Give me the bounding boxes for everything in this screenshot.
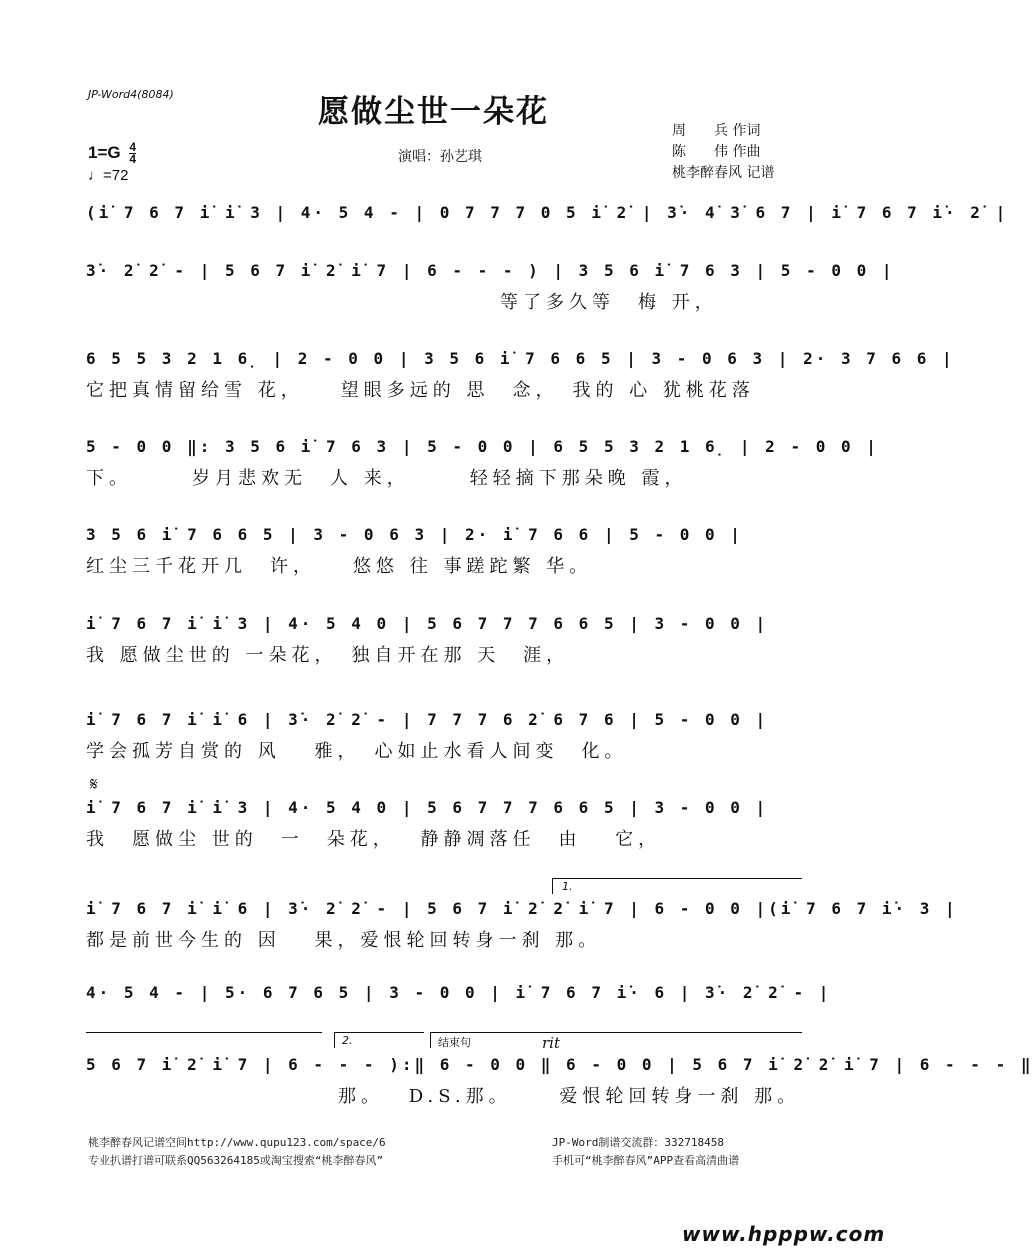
notation-row-1: (i̇ 7 6 7 i̇ i̇ 3 | 4· 5 4 - | 0 7 7 7 0 5 i̇ 2̇ | 3̇· 4̇ 3̇ 6 7 | i̇ 7 6 7 i̇· 2̇ | — [86, 203, 1009, 222]
notation-row-7: i̇ 7 6 7 i̇ i̇ 6 | 3̇· 2̇ 2̇ - | 7 7 7 6 2̇ 6 7 6 | 5 - 0 0 | — [86, 710, 769, 729]
song-title: 愿做尘世一朵花 — [318, 94, 549, 130]
quarter-note-icon: ♩ — [88, 167, 103, 184]
time-denominator: 4 — [129, 152, 137, 166]
ending-label: 结束句 — [438, 1036, 471, 1049]
footer-group-line: JP-Word制谱交流群：332718458 — [552, 1136, 724, 1149]
notation-row-9: i̇ 7 6 7 i̇ i̇ 6 | 3̇· 2̇ 2̇ - | 5 6 7 i̇ 2̇ 2̇ i̇ 7 | 6 - 0 0 |(i̇ 7 6 7 i̇· 3 | — [86, 899, 958, 918]
lyrics-row-4: 下。 岁月悲欢无 人 来， 轻轻摘下那朵晚 霞， — [86, 468, 688, 489]
volta2-bracket — [334, 1032, 424, 1033]
tempo-value: =72 — [103, 167, 129, 184]
lyrics-row-9: 都是前世今生的 因 果，爱恨轮回转身一刹 那。 — [86, 930, 602, 951]
notation-row-6: i̇ 7 6 7 i̇ i̇ 3 | 4· 5 4 0 | 5 6 7 7 7 6 6 5 | 3 - 0 0 | — [86, 614, 769, 633]
lyrics-row-5: 红尘三千花开几 许， 悠悠 往 事蹉跎繁 华。 — [86, 556, 593, 577]
notation-row-10: 4· 5 4 - | 5· 6 7 6 5 | 3 - 0 0 | i̇ 7 6 7 i̇· 6 | 3̇· 2̇ 2̇ - | — [86, 983, 832, 1002]
singer-credit: 演唱：孙艺琪 — [398, 149, 482, 165]
key-label: 1=G — [88, 142, 121, 162]
volta1-label: 1. — [562, 880, 573, 893]
lyrics-row-8: 我 愿做尘 世的 一 朵花， 静静凋落任 由 它， — [86, 829, 662, 850]
ending-bracket — [430, 1032, 802, 1033]
composer-credit: 陈 伟 作曲 — [672, 144, 761, 160]
lyrics-row-6: 我 愿做尘世的 一朵花， 独自开在那 天 涯， — [86, 645, 570, 666]
notation-row-11: 5 6 7 i̇ 2̇ i̇ 7 | 6 - - - ):‖ 6 - 0 0 ‖ 6 - 0 0 | 5 6 7 i̇ 2̇ 2̇ i̇ 7 | 6 - - - ‖ — [86, 1055, 1033, 1074]
site-watermark: www.hpppw.com — [682, 1222, 886, 1246]
notation-row-5: 3 5 6 i̇ 7 6 6 5 | 3 - 0 6 3 | 2· i̇ 7 6 6 | 5 - 0 0 | — [86, 525, 743, 544]
footer-link-line: 桃李醉春风记谱空间http://www.qupu123.com/space/6 — [88, 1136, 386, 1149]
lyrics-row-11: 那。 D.S.那。 爱恨轮回转身一刹 那。 — [338, 1086, 801, 1107]
lyrics-row-2: 等了多久等 梅 开， — [500, 292, 718, 313]
volta1-bracket — [552, 878, 802, 879]
lyricist-credit: 周 兵 作词 — [672, 123, 761, 139]
notation-row-2: 3̇· 2̇ 2̇ - | 5 6 7 i̇ 2̇ i̇ 7 | 6 - - - ) | 3 5 6 i̇ 7 6 3 | 5 - 0 0 | — [86, 261, 895, 280]
key-signature — [88, 142, 136, 165]
volta2-bracket-leg — [334, 1032, 335, 1048]
ending-bracket-leg — [430, 1032, 431, 1048]
software-label: JP-Word4(8084) — [88, 88, 174, 101]
segno-sign: 𝄋 — [90, 774, 98, 795]
notation-row-3: 6 5 5 3 2 1 6̣ | 2 - 0 0 | 3 5 6 i̇ 7 6 6 5 | 3 - 0 6 3 | 2· 3 7 6 6 | — [86, 349, 955, 368]
notation-row-8: i̇ 7 6 7 i̇ i̇ 3 | 4· 5 4 0 | 5 6 7 7 7 6 6 5 | 3 - 0 0 | — [86, 798, 769, 817]
volta1-bracket-leg — [552, 878, 553, 894]
footer-app-line: 手机可“桃李醉春风”APP查看高清曲谱 — [552, 1154, 740, 1167]
volta2-label: 2. — [342, 1034, 353, 1047]
transcriber-credit: 桃李醉春风 记谱 — [672, 165, 775, 181]
time-numerator: 4 — [129, 140, 137, 154]
footer-contact-line: 专业扒谱打谱可联系QQ563264185或淘宝搜索“桃李醉春风” — [88, 1154, 384, 1167]
tempo-mark — [88, 167, 128, 184]
time-signature — [129, 142, 136, 165]
lyrics-row-3: 它把真情留给雪 花， 望眼多远的 思 念， 我的 心 犹桃花落 — [86, 380, 755, 401]
repeat-bracket-top — [86, 1032, 322, 1033]
ritardando-mark: rit — [542, 1034, 560, 1052]
notation-row-4: 5 - 0 0 ‖: 3 5 6 i̇ 7 6 3 | 5 - 0 0 | 6 5 5 3 2 1 6̣ | 2 - 0 0 | — [86, 437, 879, 456]
lyrics-row-7: 学会孤芳自赏的 风 雅， 心如止水看人间变 化。 — [86, 741, 628, 762]
